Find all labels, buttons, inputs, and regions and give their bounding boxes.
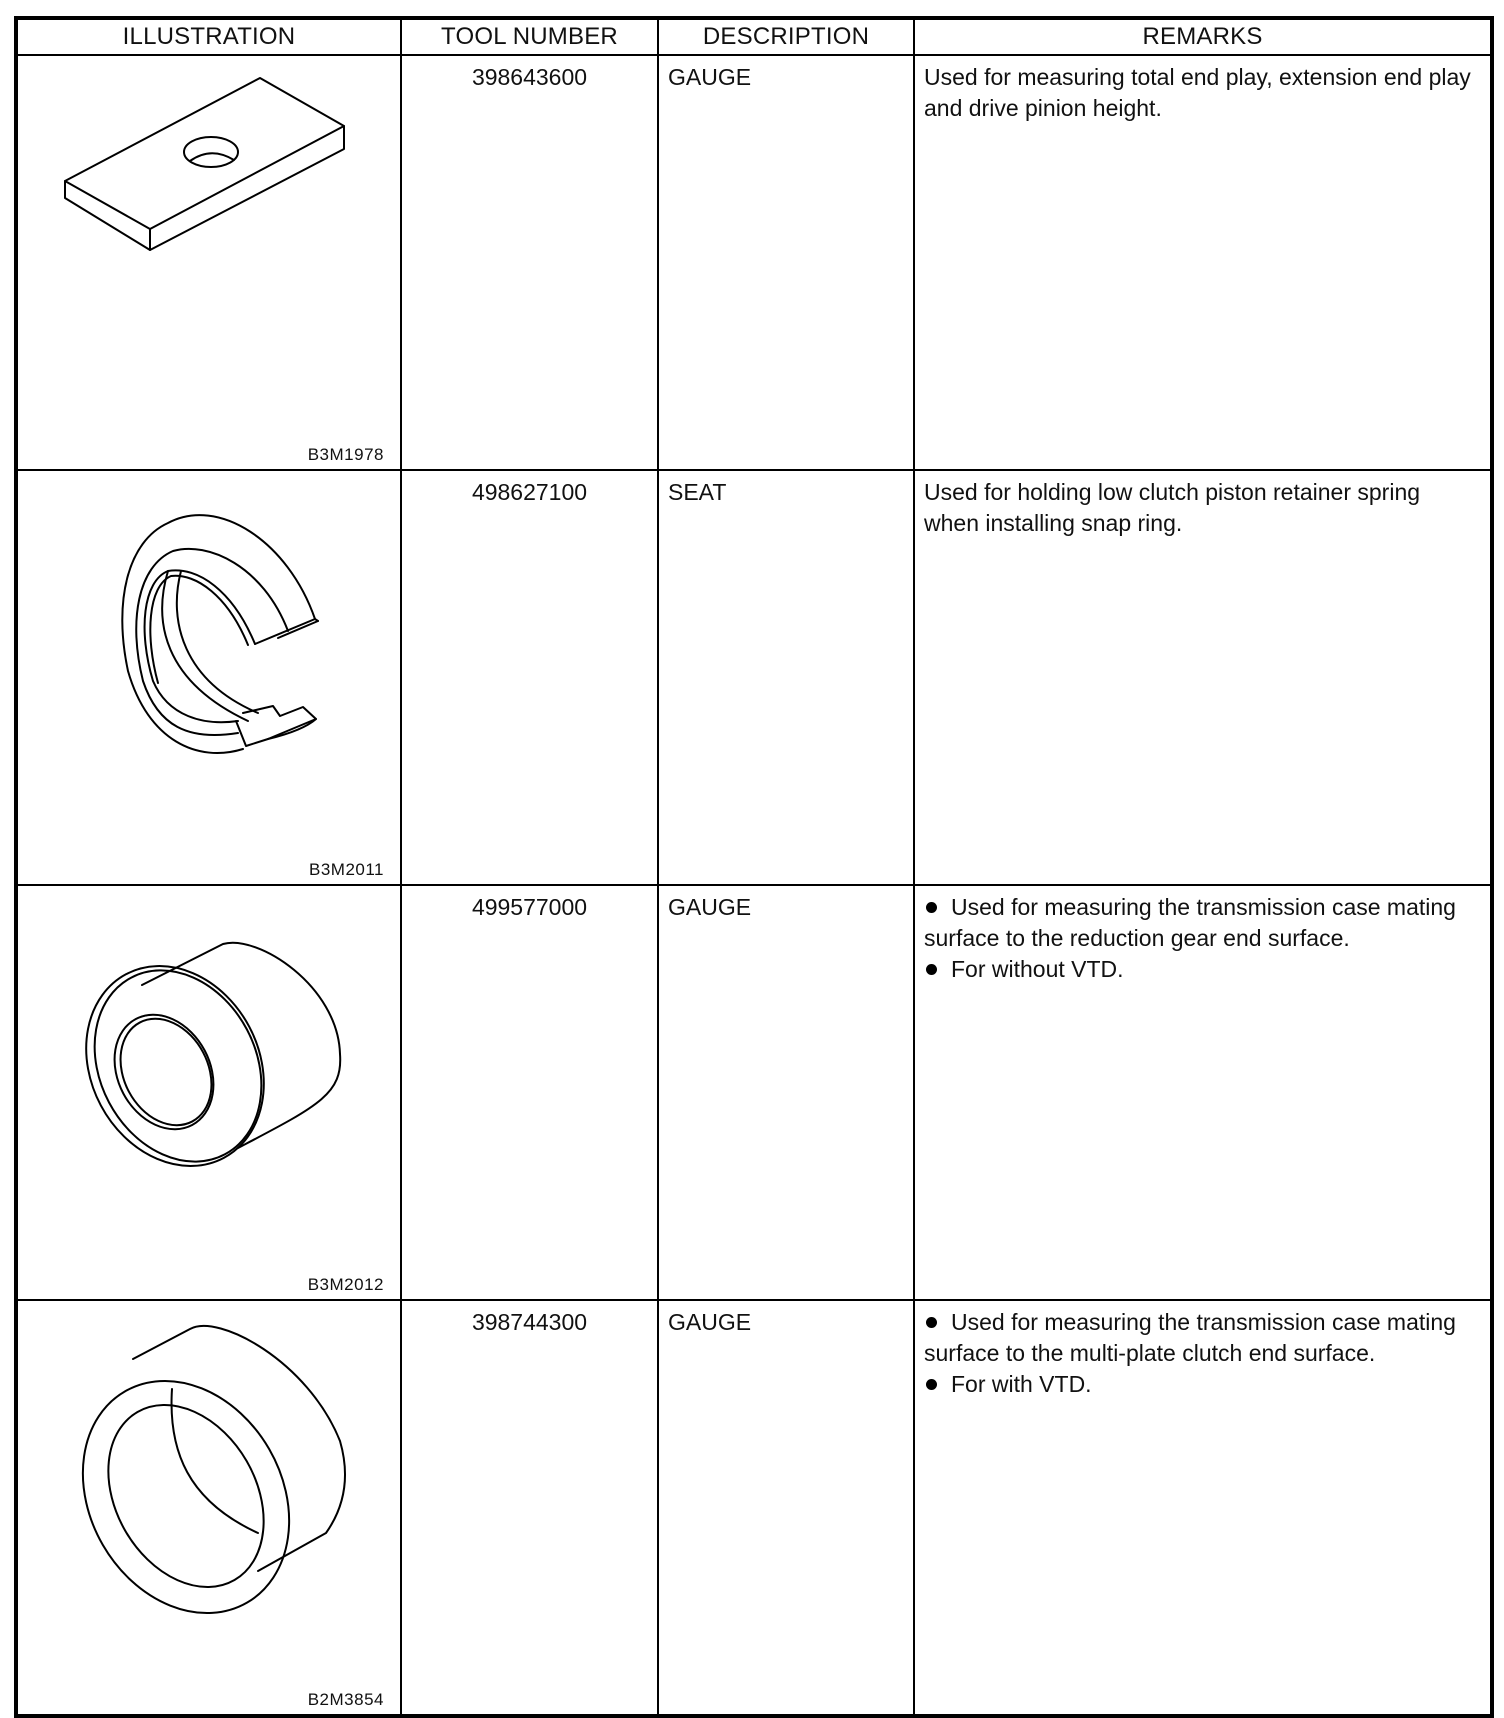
- remarks-bullet-text: For without VTD.: [951, 956, 1124, 982]
- remarks-bullet: [924, 954, 1478, 985]
- table-row: [16, 885, 1492, 1300]
- remarks-bullet-text: Used for measuring the transmission case mating surface to the reduction gear end surface.: [924, 894, 1456, 951]
- tool-description: GAUGE: [658, 1300, 914, 1716]
- remarks-bullet-text: For with VTD.: [951, 1371, 1092, 1397]
- bullet-icon: [926, 964, 937, 975]
- illustration-cell: [16, 55, 401, 470]
- tool-description: SEAT: [658, 470, 914, 885]
- figure-code: B3M2012: [307, 1275, 384, 1294]
- header-remarks: REMARKS: [914, 18, 1492, 55]
- remarks-bullet: [924, 1369, 1478, 1400]
- remarks-bullet: [924, 892, 1478, 954]
- remarks-bullet: [924, 1307, 1478, 1369]
- remarks-text: Used for measuring total end play, extension end play and drive pinion height.: [924, 64, 1471, 121]
- tool-number: 498627100: [401, 470, 658, 885]
- tool-remarks: [914, 1300, 1492, 1716]
- flat-plate-gauge-icon: [18, 56, 399, 462]
- tool-remarks: [914, 885, 1492, 1300]
- tool-number: 398744300: [401, 1300, 658, 1716]
- remarks-bullet-text: Used for measuring the transmission case mating surface to the multi-plate clutch end surface.: [924, 1309, 1456, 1366]
- tool-description: GAUGE: [658, 55, 914, 470]
- table-header-row: [16, 18, 1492, 55]
- c-ring-seat-icon: [18, 471, 399, 877]
- tool-remarks: [914, 55, 1492, 470]
- header-description: DESCRIPTION: [658, 18, 914, 55]
- ring-gauge-icon: [18, 1301, 399, 1707]
- figure-code: B3M2011: [308, 860, 384, 879]
- tool-remarks: [914, 470, 1492, 885]
- tool-number: 499577000: [401, 885, 658, 1300]
- tool-number: 398643600: [401, 55, 658, 470]
- figure-code: B3M1978: [307, 445, 384, 464]
- table-row: [16, 1300, 1492, 1716]
- header-tool-number: TOOL NUMBER: [401, 18, 658, 55]
- remarks-text: Used for holding low clutch piston retainer spring when installing snap ring.: [924, 479, 1421, 536]
- bullet-icon: [926, 1317, 937, 1328]
- table-row: [16, 55, 1492, 470]
- cylindrical-gauge-icon: [18, 886, 399, 1292]
- special-tools-sheet: [14, 16, 1490, 1709]
- special-tools-table: [14, 16, 1494, 1718]
- tool-description: GAUGE: [658, 885, 914, 1300]
- illustration-cell: [16, 1300, 401, 1716]
- figure-code: B2M3854: [307, 1690, 384, 1709]
- illustration-cell: [16, 470, 401, 885]
- table-row: [16, 470, 1492, 885]
- bullet-icon: [926, 902, 937, 913]
- bullet-icon: [926, 1379, 937, 1390]
- header-illustration: ILLUSTRATION: [16, 18, 401, 55]
- illustration-cell: [16, 885, 401, 1300]
